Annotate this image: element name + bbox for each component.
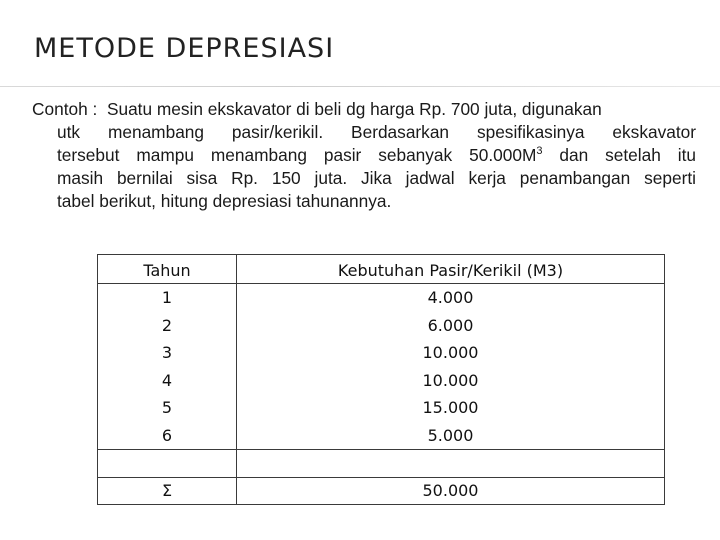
year-column xyxy=(98,284,237,450)
header-year: Tahun xyxy=(98,255,237,284)
year-cell: 6 xyxy=(161,425,173,445)
quantity-cell: 15.000 xyxy=(422,398,479,417)
quantity-cell: 6.000 xyxy=(427,315,474,335)
year-cell: 5 xyxy=(161,398,173,417)
total-label: Σ xyxy=(98,478,237,505)
mining-schedule-table xyxy=(97,254,665,505)
header-quantity: Kebutuhan Pasir/Kerikil (M3) xyxy=(237,255,665,284)
statement-line-5: tabel berikut, hitung depresiasi tahunannya. xyxy=(57,191,392,211)
superscript-3: 3 xyxy=(536,145,543,157)
quantity-cell: 10.000 xyxy=(422,370,479,390)
quantity-cell: 5.000 xyxy=(427,425,474,445)
table-body-row xyxy=(98,284,665,450)
table-header-row xyxy=(98,255,665,284)
year-cell: 1 xyxy=(161,288,173,307)
statement-line-4: masih bernilai sisa Rp. 150 juta. Jika jadwal kerja penambangan seperti xyxy=(57,168,696,188)
year-list xyxy=(98,284,236,449)
year-cell: 4 xyxy=(161,370,173,390)
quantity-column xyxy=(237,284,665,450)
year-cell: 3 xyxy=(161,343,173,362)
table-blank-row xyxy=(98,450,665,478)
statement-line-3 xyxy=(32,144,696,167)
table-total-row xyxy=(98,478,665,505)
statement-text-3a: tersebut mampu menambang pasir sebanyak 50.000M xyxy=(57,145,537,165)
statement-line-2: utk menambang pasir/kerikil. Berdasarkan spesifikasinya ekskavator xyxy=(57,122,696,142)
quantity-cell: 10.000 xyxy=(422,343,479,362)
statement-line-1 xyxy=(32,98,696,121)
blank-cell-2 xyxy=(237,450,665,478)
quantity-list xyxy=(237,284,664,449)
year-cell: 2 xyxy=(161,315,173,335)
statement-text-1: Suatu mesin ekskavator di beli dg harga Rp. 700 juta, digunakan xyxy=(106,99,602,119)
blank-cell-1 xyxy=(98,450,237,478)
total-value: 50.000 xyxy=(237,478,665,505)
slide-title: METODE DEPRESIASI xyxy=(34,33,335,64)
title-divider xyxy=(0,86,720,87)
example-label: Contoh : xyxy=(32,99,98,119)
statement-text-3b: dan setelah itu xyxy=(542,145,696,165)
quantity-cell: 4.000 xyxy=(427,288,474,307)
problem-statement xyxy=(32,98,696,213)
